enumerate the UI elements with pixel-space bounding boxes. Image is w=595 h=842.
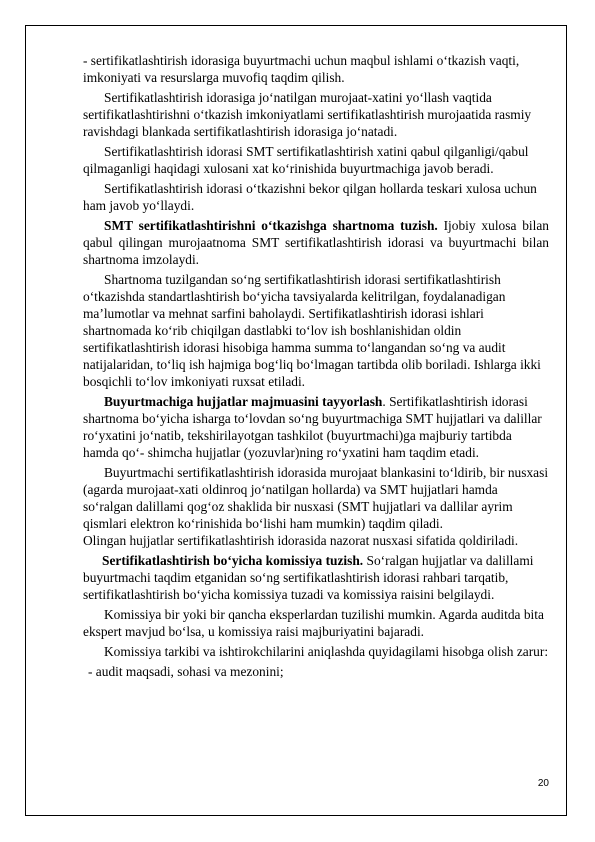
paragraph-2: Sertifikatlashtirish idorasiga jo‘natilgan murojaat-xatini yo‘llash vaqtida sertifikatlashtirishni o‘tkazish imkoniyatlami sertifikatlashtirish murojaatida rasmiy ravishdagi blankada sertifikatlashtirish idorasiga jo‘natadi. xyxy=(83,90,532,139)
paragraph-3: Sertifikatlashtirish idorasi SMT sertifikatlashtirish xatini qabul qilganligi/qabul qilmaganligi haqidagi xulosani xat ko‘rinishida buyurtmachiga javob beradi. xyxy=(83,144,529,176)
section-heading: Buyurtmachiga hujjatlar majmuasini tayyorlash xyxy=(104,394,383,409)
paragraph-8: Buyurtmachi sertifikatlashtirish idorasida murojaat blankasini to‘ldirib, bir nusxasi (agarda murojaat-xati oldinroq jo‘natilgan hollarda) va SMT hujjatlari hamda so‘ralgan dalillami qog‘oz shaklida bir nusxasi (SMT hujjatlari va dallilar ayrim qismlari elektron ko‘rinishida bo‘lishi ham mumkin) taqdim qiladi. xyxy=(83,465,549,531)
paragraph-13: - audit maqsadi, sohasi va mezonini; xyxy=(88,664,284,679)
paragraph-7: Buyurtmachiga hujjatlar majmuasini tayyorlash. Sertifikatlashtirish idorasi shartnoma bo‘yicha isharga to‘lovdan so‘ng buyurtmachiga SMT hujjatlari va dalillar ro‘yxatini jo‘natib, tekshirilayotgan tashkilot (buyurtmachi)ga majburiy tartibda hamda qo‘- shimcha hujjatlar (yozuvlar)ning ro‘yxatini ham taqdim etadi. xyxy=(83,394,542,460)
page-number: 20 xyxy=(537,778,549,789)
section-heading: SMT sertifikatlashtirishni o‘tkazishga shartnoma tuzish. xyxy=(104,218,438,233)
paragraph-11: Komissiya bir yoki bir qancha eksperlardan tuzilishi mumkin. Agarda auditda bita ekspert mavjud bo‘lsa, u komissiya raisi majburiyatini bajaradi. xyxy=(83,607,544,639)
paragraph-1: - sertifikatlashtirish idorasiga buyurtmachi uchun maqbul ishlami o‘tkazish vaqti, imkoniyati va resurslarga muvofiq taqdim qilish. xyxy=(83,53,520,85)
paragraph-12: Komissiya tarkibi va ishtirokchilarini aniqlashda quyidagilami hisobga olish zarur: xyxy=(104,644,549,659)
paragraph-4: Sertifikatlashtirish idorasi o‘tkazishni bekor qilgan hollarda teskari xulosa uchun ham javob yo‘llaydi. xyxy=(83,181,537,213)
page-text xyxy=(83,52,549,683)
paragraph-10: Sertifikatlashtirish bo‘yicha komissiya tuzish. So‘ralgan hujjatlar va dalillami buyurtmachi taqdim etganidan so‘ng sertifikatlashtirish idorasi rahbari tarqatib, sertifikatlashtirish bo‘yicha komissiya tuzadi va komissiya raisini belgilaydi. xyxy=(83,553,534,602)
paragraph-5: SMT sertifikatlashtirishni o‘tkazishga shartnoma tuzish. Ijobiy xulosa bilan qabul qilingan murojaatnoma SMT sertifikatlashtirish idorasi va buyurtmachi bilan shartnoma imzolaydi. xyxy=(83,218,550,267)
paragraph-9: Olingan hujjatlar sertifikatlashtirish idorasida nazorat nusxasi sifatida qoldiriladi. xyxy=(83,533,519,548)
section-heading: Sertifikatlashtirish bo‘yicha komissiya tuzish. xyxy=(102,553,364,568)
paragraph-6: Shartnoma tuzilgandan so‘ng sertifikatlashtirish idorasi sertifikatlashtirish o‘tkazishda standartlashtirish bo‘yicha tavsiyalarda kelitrilgan, foydalanadigan ma’lumotlar va mehnat sarfini baholaydi. Sertifikatlashtirish idorasi ishlari shartnomada ko‘rib chiqilgan dastlabki to‘lov ish boshlanishidan oldin sertifikatlashtirish idorasi hisobiga hamma summa to‘langandan so‘ng va audit natijalaridan, to‘liq ish hajmiga bog‘liq bo‘lmagan tartibda olib boriladi. Ishlarga ikki bosqichli to‘lov imkoniyati ruxsat etiladi. xyxy=(83,272,541,389)
